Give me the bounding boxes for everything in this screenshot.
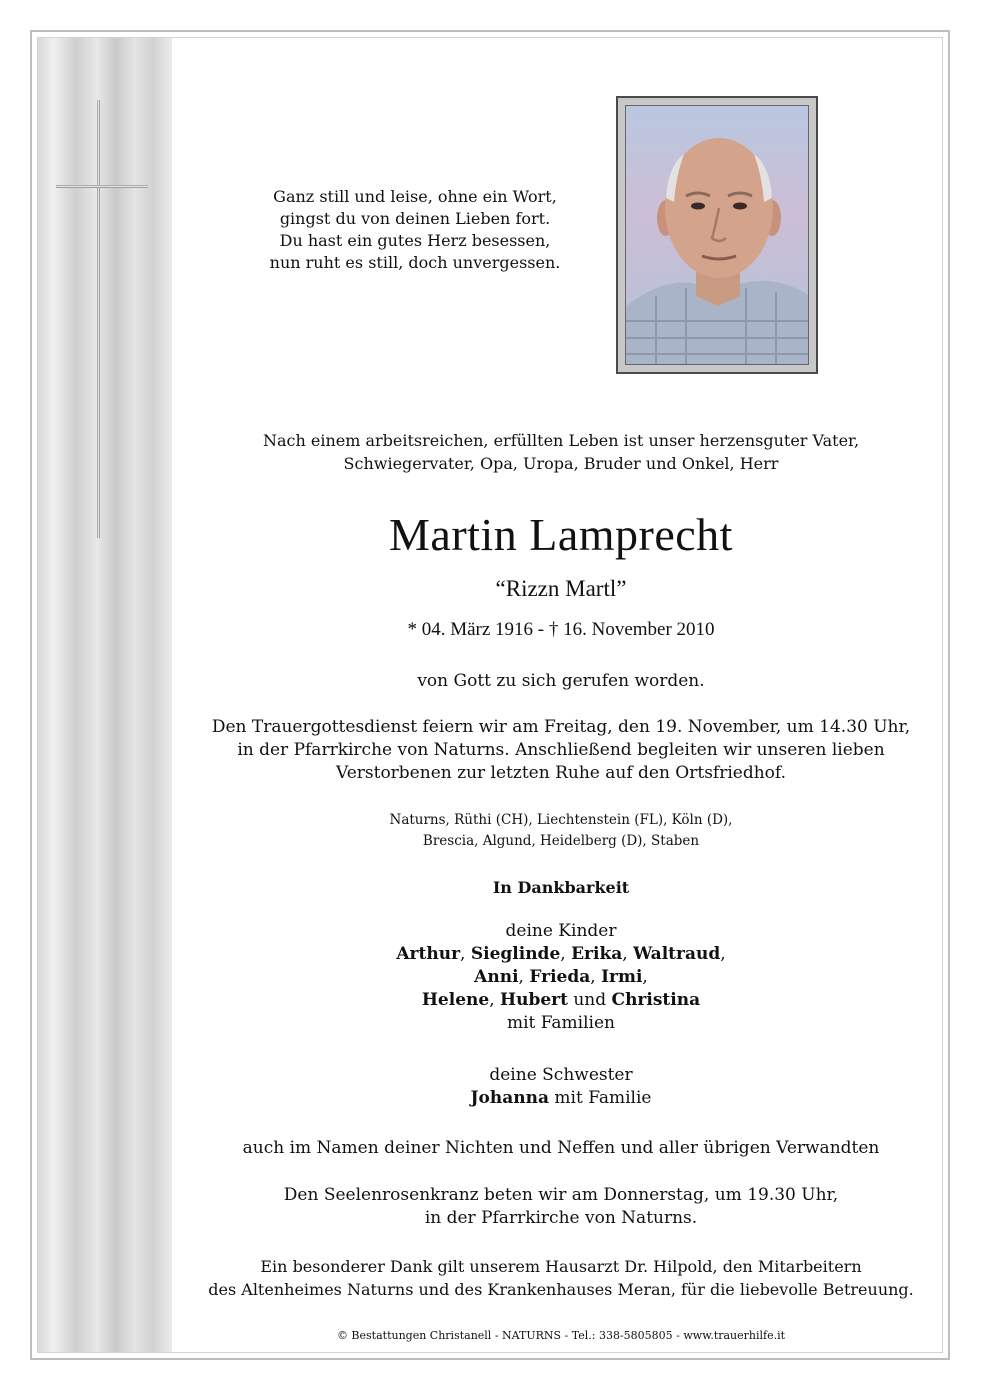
places-text [172, 810, 950, 852]
rosary-line: Den Seelenrosenkranz beten wir am Donnerstag, um 19.30 Uhr, [283, 1185, 839, 1205]
sister-intro: deine Schwester [489, 1065, 633, 1085]
service-text [172, 716, 950, 785]
places-line: Brescia, Algund, Heidelberg (D), Staben [422, 833, 700, 849]
poem-line: Du hast ein gutes Herz besessen, [279, 231, 551, 250]
children-line: Anni, Frieda, Irmi, [474, 967, 648, 987]
thanks-line: des Altenheimes Naturns und des Krankenhauses Meran, für die liebevolle Betreuung. [208, 1280, 914, 1299]
life-dates: * 04. März 1916 - † 16. November 2010 [407, 619, 715, 640]
sister-name: Johanna [470, 1088, 550, 1108]
footer-credit: © Bestattungen Christanell - NATURNS - Tel.: 338-5805805 - www.trauerhilfe.it [336, 1329, 786, 1342]
relatives-text: auch im Namen deiner Nichten und Neffen und aller übrigen Verwandten [242, 1138, 880, 1158]
poem [240, 186, 590, 274]
sister-block [172, 1064, 950, 1110]
portrait-image [626, 106, 809, 365]
child-name: Waltraud [633, 944, 721, 964]
service-line: Verstorbenen zur letzten Ruhe auf den Ortsfriedhof. [335, 763, 787, 783]
children-intro: deine Kinder [505, 921, 617, 941]
portrait-frame [616, 96, 818, 374]
children-line: Helene, Hubert und Christina [421, 990, 701, 1010]
sister-line: Johanna mit Familie [470, 1088, 652, 1108]
child-name: Helene [421, 990, 490, 1010]
service-line: Den Trauergottesdienst feiern wir am Freitag, den 19. November, um 14.30 Uhr, [211, 717, 911, 737]
called-text: von Gott zu sich gerufen worden. [417, 671, 705, 691]
deceased-name: Martin Lamprecht [389, 509, 733, 560]
poem-line: Ganz still und leise, ohne ein Wort, [273, 187, 557, 206]
gratitude-heading: In Dankbarkeit [492, 878, 630, 897]
child-name: Hubert [500, 990, 568, 1010]
children-block [172, 920, 950, 1035]
child-name: Frieda [529, 967, 591, 987]
rosary-line: in der Pfarrkirche von Naturns. [424, 1208, 698, 1228]
children-families: mit Familien [506, 1013, 615, 1033]
intro-text [172, 429, 950, 475]
child-name: Christina [611, 990, 701, 1010]
children-line: Arthur, Sieglinde, Erika, Waltraud, [396, 944, 726, 964]
thanks-text [172, 1255, 950, 1301]
child-name: Irmi [601, 967, 643, 987]
child-name: Erika [571, 944, 623, 964]
intro-line: Schwiegervater, Opa, Uropa, Bruder und Onkel, Herr [343, 454, 779, 473]
places-line: Naturns, Rüthi (CH), Liechtenstein (FL), Köln (D), [389, 812, 733, 828]
cross-icon [97, 100, 100, 538]
poem-line: nun ruht es still, doch unvergessen. [269, 253, 561, 272]
thanks-line: Ein besonderer Dank gilt unserem Hausarzt Dr. Hilpold, den Mitarbeitern [260, 1257, 862, 1276]
intro-line: Nach einem arbeitsreichen, erfüllten Leben ist unser herzensguter Vater, [262, 431, 860, 450]
portrait-photo [625, 105, 809, 365]
deceased-nickname: “Rizzn Martl” [495, 576, 627, 601]
child-name: Anni [474, 967, 519, 987]
decorative-sidebar [38, 38, 172, 1352]
child-name: Arthur [396, 944, 461, 964]
child-name: Sieglinde [470, 944, 561, 964]
service-line: in der Pfarrkirche von Naturns. Anschließend begleiten wir unseren lieben [237, 740, 885, 760]
cross-icon-bar [56, 185, 148, 188]
poem-line: gingst du von deinen Lieben fort. [279, 209, 551, 228]
rosary-text [172, 1184, 950, 1230]
